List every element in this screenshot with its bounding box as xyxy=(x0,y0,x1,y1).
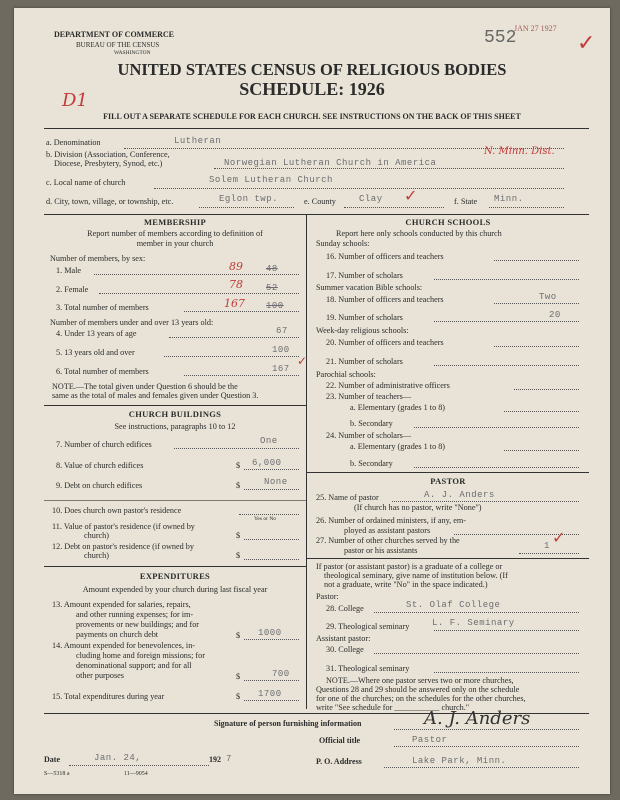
q14-label-cont: other purposes xyxy=(76,671,124,680)
q1-struck: 48 xyxy=(266,264,278,274)
q27-line xyxy=(519,553,579,554)
dollar-sign: $ xyxy=(236,481,241,490)
pastor-note: NOTE.—Where one pastor serves two or more churches, xyxy=(326,676,514,685)
q7-line xyxy=(174,448,299,449)
division-label-cont: Diocese, Presbytery, Synod, etc.) xyxy=(54,159,163,168)
q6-label: 6. Total number of members xyxy=(56,367,149,376)
city-line xyxy=(199,207,294,208)
q25-line xyxy=(392,501,579,502)
q3-line xyxy=(184,311,299,312)
check-mark-icon: ✓ xyxy=(297,354,308,368)
q27-value: 1 xyxy=(544,541,550,551)
q20-line xyxy=(494,346,579,347)
year-value: 7 xyxy=(226,754,232,764)
q8-value: 6,000 xyxy=(252,458,282,468)
q27-label: 27. Number of other churches served by the xyxy=(316,536,460,545)
by-sex-label: Number of members, by sex: xyxy=(50,254,146,263)
divider xyxy=(44,128,589,129)
city-value: Eglon twp. xyxy=(219,194,279,204)
local-name-label: c. Local name of church xyxy=(46,178,126,187)
q9-line xyxy=(244,489,299,490)
q11-label: 11. Value of pastor's residence (if owned by xyxy=(52,522,195,531)
q2-value: 78 xyxy=(229,278,243,291)
division-line xyxy=(214,168,564,169)
membership-note: NOTE.—The total given under Question 6 should be the xyxy=(52,382,238,391)
q7-value: One xyxy=(260,436,278,446)
q14-label: 14. Amount expended for benevolences, in- xyxy=(52,641,196,650)
official-title-label: Official title xyxy=(319,736,361,745)
q20-label: 20. Number of officers and teachers xyxy=(326,338,444,347)
check-mark-icon: ✓ xyxy=(577,30,596,55)
q12-label: 12. Debt on pastor's residence (if owned by xyxy=(52,542,194,551)
q13-label-cont: payments on church debt xyxy=(76,630,159,639)
q4-label: 4. Under 13 years of age xyxy=(56,329,137,338)
q15-label: 15. Total expenditures during year xyxy=(52,692,165,701)
date-value: Jan. 24, xyxy=(94,753,142,763)
q28-line xyxy=(374,612,579,613)
division-value: Norwegian Lutheran Church in America xyxy=(224,158,437,168)
signature-label: Signature of person furnishing information xyxy=(214,719,362,728)
q5-line xyxy=(164,356,299,357)
q10-line xyxy=(239,514,299,515)
graduate-note-cont: not a graduate, write "No" in the space indicated.) xyxy=(324,580,488,589)
q18-value: Two xyxy=(539,292,557,302)
q12-line xyxy=(244,559,299,560)
q2-line xyxy=(99,293,299,294)
q26-label-cont: ployed as assistant pastors xyxy=(344,526,431,535)
expenditures-sub: Amount expended by your church during last fiscal year xyxy=(82,585,268,594)
q21-label: 21. Number of scholars xyxy=(326,357,403,366)
q11-label-cont: church) xyxy=(84,531,110,540)
q29-value: L. F. Seminary xyxy=(432,618,515,628)
state-value: Minn. xyxy=(494,194,524,204)
q29-line xyxy=(434,630,579,631)
q25-label: 25. Name of pastor xyxy=(316,493,379,502)
q11-line xyxy=(244,539,299,540)
state-line xyxy=(489,207,564,208)
membership-heading: MEMBERSHIP xyxy=(143,217,207,227)
q22-line xyxy=(514,389,579,390)
q1-label: 1. Male xyxy=(56,266,82,275)
q21-line xyxy=(434,365,579,366)
pastor-note-cont: Questions 28 and 29 should be answered only on the schedule xyxy=(316,685,520,694)
q12-label-cont: church) xyxy=(84,551,110,560)
weekday-label: Week-day religious schools: xyxy=(316,326,409,335)
q4-value: 67 xyxy=(276,326,288,336)
county-line xyxy=(344,207,444,208)
schools-sub: Report here only schools conducted by this church xyxy=(336,229,502,238)
q15-value: 1700 xyxy=(258,689,282,699)
q2-label: 2. Female xyxy=(56,285,89,294)
address-label: P. O. Address xyxy=(316,757,362,766)
q15-line xyxy=(244,700,299,701)
census-form xyxy=(14,8,610,794)
q3-value: 167 xyxy=(224,297,245,310)
q24a-label: a. Elementary (grades 1 to 8) xyxy=(350,442,446,451)
q8-label: 8. Value of church edifices xyxy=(56,461,144,470)
address-line xyxy=(384,767,579,768)
yes-no-hint: Yes or No xyxy=(254,516,277,522)
q29-label: 29. Theological seminary xyxy=(326,622,410,631)
divider xyxy=(44,405,306,406)
signature-value: A. J. Anders xyxy=(424,708,531,729)
divider xyxy=(44,566,306,567)
q13-label-cont: and other running expenses; for im- xyxy=(76,610,194,619)
membership-sub: member in your church xyxy=(136,239,214,248)
print-code: 11—9054 xyxy=(124,771,148,777)
q23a-label: a. Elementary (grades 1 to 8) xyxy=(350,403,446,412)
q1-line xyxy=(94,274,299,275)
vacation-label: Summer vacation Bible schools: xyxy=(316,283,423,292)
schedule-title: SCHEDULE: 1926 xyxy=(239,79,385,99)
form-code: S—5318 a xyxy=(44,771,70,777)
q6-line xyxy=(184,375,299,376)
q24-label: 24. Number of scholars— xyxy=(326,431,412,440)
q24a-line xyxy=(504,450,579,451)
pastor-sublabel: Pastor: xyxy=(316,592,339,601)
q23b-line xyxy=(414,427,579,428)
address-value: Lake Park, Minn. xyxy=(412,756,507,766)
q16-label: 16. Number of officers and teachers xyxy=(326,252,444,261)
date-label: Date xyxy=(44,755,60,764)
pastor-heading: PASTOR xyxy=(430,476,466,486)
membership-sub: Report number of members according to definition of xyxy=(87,229,263,238)
q7-label: 7. Number of church edifices xyxy=(56,440,152,449)
q13-value: 1000 xyxy=(258,628,282,638)
q14-label-cont: cluding home and foreign missions; for xyxy=(76,651,205,660)
q17-label: 17. Number of scholars xyxy=(326,271,403,280)
department-label: DEPARTMENT OF COMMERCE xyxy=(54,30,175,39)
q4-line xyxy=(169,337,299,338)
q9-value: None xyxy=(264,477,288,487)
state-label: f. State xyxy=(454,197,478,206)
q17-line xyxy=(434,279,579,280)
divider xyxy=(307,472,589,473)
bureau-label: BUREAU OF THE CENSUS xyxy=(76,41,160,49)
q13-label-cont: provements or new buildings; and for xyxy=(76,620,200,629)
city-label: d. City, town, village, or township, etc. xyxy=(46,197,174,206)
q25-value: A. J. Anders xyxy=(424,490,495,500)
q28-value: St. Olaf College xyxy=(406,600,501,610)
q9-label: 9. Debt on church edifices xyxy=(56,481,143,490)
q30-label: 30. College xyxy=(326,645,364,654)
q5-label: 5. 13 years old and over xyxy=(56,348,135,357)
q18-label: 18. Number of officers and teachers xyxy=(326,295,444,304)
assistant-sublabel: Assistant pastor: xyxy=(316,634,371,643)
q1-value: 89 xyxy=(229,260,243,273)
denomination-label: a. Denomination xyxy=(46,138,101,147)
sunday-label: Sunday schools: xyxy=(316,239,370,248)
denomination-value: Lutheran xyxy=(174,136,222,146)
dollar-sign: $ xyxy=(236,551,241,560)
q16-line xyxy=(494,260,579,261)
q8-line xyxy=(244,469,299,470)
dollar-sign: $ xyxy=(236,672,241,681)
graduate-note-cont: theological seminary, give name of institution below. (If xyxy=(324,571,508,580)
date-line xyxy=(69,765,209,766)
dollar-sign: $ xyxy=(236,461,241,470)
dollar-sign: $ xyxy=(236,692,241,701)
received-stamp: JAN 27 1927 xyxy=(514,24,557,33)
year-prefix: 192 xyxy=(209,755,221,764)
red-pencil-mark: D1 xyxy=(62,90,88,111)
dollar-sign: $ xyxy=(236,531,241,540)
q19-value: 20 xyxy=(549,310,561,320)
q24b-line xyxy=(414,467,579,468)
division-label: b. Division (Association, Conference, xyxy=(46,150,170,159)
q22-label: 22. Number of administrative officers xyxy=(326,381,450,390)
q14-label-cont: denominational support; and for all xyxy=(76,661,192,670)
q2-struck: 52 xyxy=(266,283,278,293)
check-mark-icon: ✓ xyxy=(552,530,566,547)
division-note: N. Minn. Dist. xyxy=(484,146,555,157)
q14-line xyxy=(244,680,299,681)
local-name-value: Solem Lutheran Church xyxy=(209,175,333,185)
graduate-note: If pastor (or assistant pastor) is a graduate of a college or xyxy=(316,562,503,571)
q24b-label: b. Secondary xyxy=(350,459,393,468)
divider xyxy=(307,558,589,559)
q26-label: 26. Number of ordained ministers, if any, em- xyxy=(316,516,466,525)
divider xyxy=(44,500,306,501)
buildings-heading: CHURCH BUILDINGS xyxy=(128,409,222,419)
q30-line xyxy=(374,653,579,654)
q18-line xyxy=(494,303,579,304)
instruction-line: FILL OUT A SEPARATE SCHEDULE FOR EACH CHURCH. SEE INSTRUCTIONS ON THE BACK OF THIS SHEET xyxy=(103,112,521,121)
q10-label: 10. Does church own pastor's residence xyxy=(52,506,182,515)
q31-line xyxy=(434,672,579,673)
q28-label: 28. College xyxy=(326,604,364,613)
city-label: WASHINGTON xyxy=(114,50,151,56)
q19-line xyxy=(434,321,579,322)
q23b-label: b. Secondary xyxy=(350,419,393,428)
q31-label: 31. Theological seminary xyxy=(326,664,410,673)
buildings-sub: See instructions, paragraphs 10 to 12 xyxy=(114,422,236,431)
pastor-note-cont: for one of the churches; on the schedules for the other churches, xyxy=(316,694,526,703)
q3-label: 3. Total number of members xyxy=(56,303,149,312)
parochial-label: Parochial schools: xyxy=(316,370,376,379)
q6-value: 167 xyxy=(272,364,290,374)
county-label: e. County xyxy=(304,197,336,206)
q5-value: 100 xyxy=(272,345,290,355)
form-number: 552 xyxy=(484,28,517,48)
q23a-line xyxy=(504,411,579,412)
form-title: UNITED STATES CENSUS OF RELIGIOUS BODIES xyxy=(117,60,507,79)
q19-label: 19. Number of scholars xyxy=(326,313,403,322)
pastor-note-cont: write "See schedule for ___________ church." xyxy=(316,703,470,712)
q14-value: 700 xyxy=(272,669,290,679)
q13-line xyxy=(244,639,299,640)
official-title-value: Pastor xyxy=(412,735,448,745)
q3-struck: 100 xyxy=(266,301,284,311)
membership-note-cont: same as the total of males and females given under Question 3. xyxy=(52,391,259,400)
q25-note: (If church has no pastor, write "None") xyxy=(354,503,482,512)
official-title-line xyxy=(394,746,579,747)
column-divider xyxy=(306,214,307,709)
divider xyxy=(44,214,589,215)
q27-label-cont: pastor or his assistants xyxy=(344,546,418,555)
q13-label: 13. Amount expended for salaries, repairs, xyxy=(52,600,191,609)
q23-label: 23. Number of teachers— xyxy=(326,392,412,401)
signature-line xyxy=(394,729,579,730)
age-head-label: Number of members under and over 13 years old: xyxy=(50,318,214,327)
check-mark-icon: ✓ xyxy=(404,188,418,205)
schools-heading: CHURCH SCHOOLS xyxy=(405,217,491,227)
expenditures-heading: EXPENDITURES xyxy=(139,571,211,581)
county-value: Clay xyxy=(359,194,383,204)
local-name-line xyxy=(154,188,564,189)
dollar-sign: $ xyxy=(236,631,241,640)
